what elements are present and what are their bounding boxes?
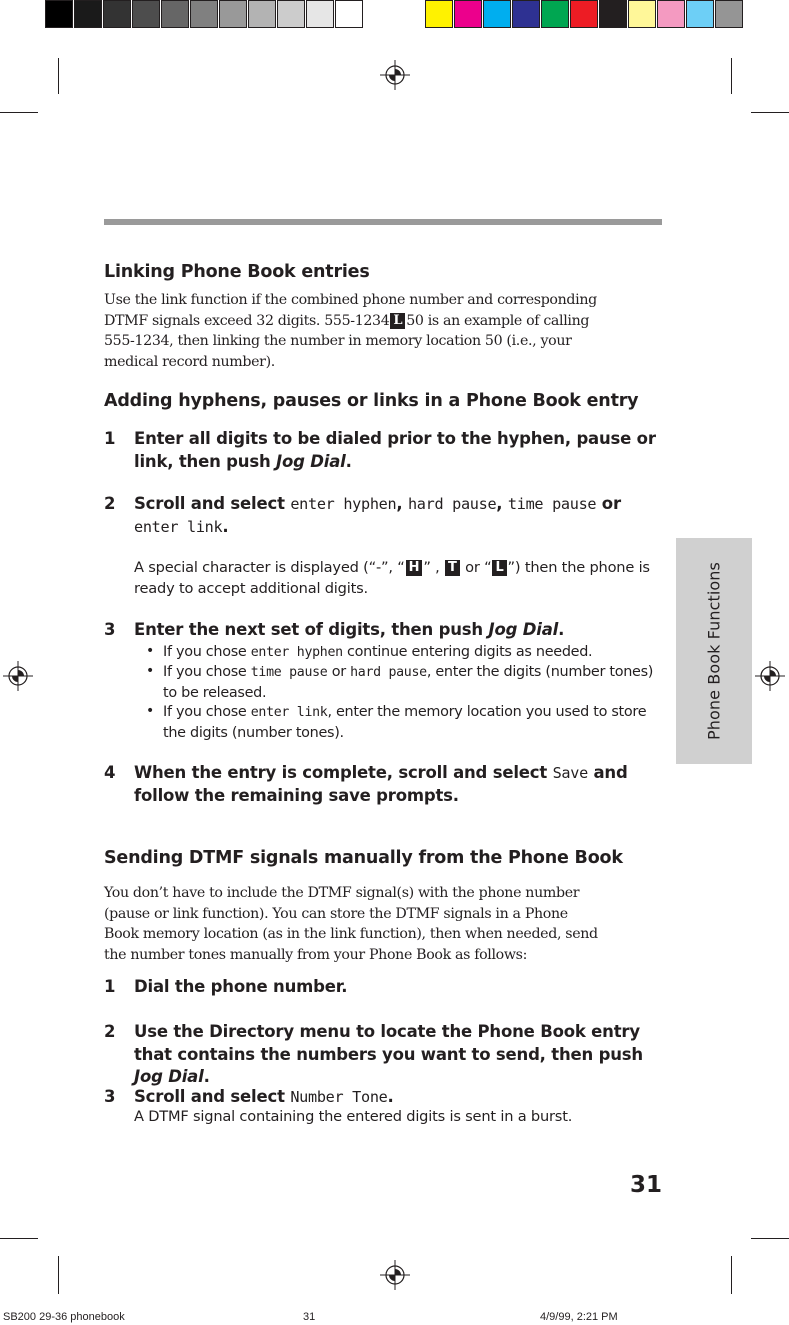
color-swatch — [277, 0, 305, 28]
section-heading-linking: Linking Phone Book entries — [104, 262, 370, 282]
jog-dial-label: Jog Dial — [134, 1067, 204, 1086]
hyphen-key-icon: H — [406, 560, 423, 576]
note-text: A special character is displayed (“-”, “ — [134, 559, 405, 576]
menu-option-label: enter link — [250, 705, 328, 720]
step-note — [134, 558, 664, 599]
registration-mark-icon — [3, 661, 33, 691]
menu-option-label: enter hyphen — [290, 495, 397, 513]
menu-option-label: hard pause — [407, 495, 497, 513]
menu-option-label: enter link — [134, 517, 223, 536]
color-swatch — [541, 0, 569, 28]
crop-mark — [0, 1238, 38, 1239]
menu-option-label: time pause — [250, 665, 328, 680]
registration-mark-icon — [380, 1260, 410, 1290]
paragraph-line: (pause or link function). You can store the DTMF signals in a Phone — [104, 905, 568, 922]
link-key-icon: L — [390, 313, 405, 329]
step-note: A DTMF signal containing the entered digits is sent in a burst. — [134, 1108, 573, 1125]
paragraph-line: Use the link function if the combined phone number and corresponding — [104, 292, 597, 308]
color-swatch — [45, 0, 73, 28]
color-swatch — [483, 0, 511, 28]
crop-mark — [58, 58, 59, 94]
color-swatch — [219, 0, 247, 28]
color-swatch — [306, 0, 334, 28]
paragraph-line: 555-1234, then linking the number in memory location 50 (i.e., your — [104, 333, 572, 350]
bullet-text-part: If you chose — [163, 704, 251, 720]
color-swatch — [628, 0, 656, 28]
paragraph-line: medical record number). — [104, 353, 275, 370]
side-tab-label: Phone Book Functions — [704, 562, 724, 740]
page-number: 31 — [629, 1172, 662, 1198]
color-swatch — [512, 0, 540, 28]
bullet-text-part: continue entering digits as needed. — [342, 644, 593, 660]
step-text — [134, 493, 664, 538]
step-text-part: , — [396, 494, 408, 513]
bullet-text — [163, 702, 663, 743]
step-text — [134, 1021, 664, 1089]
sending-paragraph — [104, 883, 664, 965]
step-text-part: and follow the remaining save prompts. — [134, 763, 628, 805]
step-text-part: . — [222, 516, 229, 536]
color-swatch — [686, 0, 714, 28]
step-text: Dial the phone number. — [134, 977, 348, 996]
color-swatch — [190, 0, 218, 28]
paragraph-text: 50 is an example of calling — [406, 312, 590, 329]
linking-paragraph — [104, 290, 664, 372]
color-swatch — [335, 0, 363, 28]
bullet-text-part: If you chose — [163, 644, 251, 660]
footer-page: 31 — [303, 1311, 316, 1323]
step-text-part: Scroll and select — [134, 494, 291, 513]
step-number: 3 — [104, 620, 116, 639]
bullet: • — [146, 663, 155, 679]
jog-dial-label: Jog Dial — [276, 451, 346, 471]
step-text — [134, 428, 664, 473]
crop-mark — [751, 1238, 789, 1239]
step-text — [134, 619, 664, 642]
bullet-text-part: , enter the memory location you used to store the digits (number tones). — [163, 704, 647, 741]
menu-option-label: Number Tone — [290, 1088, 388, 1106]
bullet-text-part: or — [327, 664, 351, 680]
color-swatch — [248, 0, 276, 28]
step-text-part: . — [203, 1067, 210, 1086]
color-swatch — [74, 0, 102, 28]
paragraph-line: You don’t have to include the DTMF signal(s) with the phone number — [104, 885, 580, 901]
step-text-part: . — [345, 451, 352, 471]
note-text: ” , — [423, 559, 444, 576]
step-text-part: When the entry is complete, scroll and select — [134, 763, 553, 782]
section-heading-sending: Sending DTMF signals manually from the Phone Book — [104, 848, 623, 868]
color-swatch — [425, 0, 453, 28]
menu-option-label: hard pause — [350, 665, 427, 680]
jog-dial-label: Jog Dial — [488, 620, 559, 639]
step-text-part: Enter the next set of digits, then push — [134, 620, 489, 639]
menu-option-label: Save — [552, 764, 588, 782]
step-text-part: . — [387, 1087, 394, 1106]
menu-option-label: enter hyphen — [250, 645, 343, 660]
color-swatch — [715, 0, 743, 28]
color-swatch — [599, 0, 627, 28]
step-number: 2 — [104, 494, 116, 513]
crop-mark — [58, 1256, 59, 1294]
color-swatch — [454, 0, 482, 28]
header-rule — [104, 219, 662, 225]
crop-mark — [731, 1256, 732, 1294]
note-text: ”) then the phone is ready to accept additional digits. — [134, 559, 650, 597]
paragraph-line — [104, 311, 664, 332]
paragraph-line: the number tones manually from your Phone Book as follows: — [104, 946, 528, 963]
bullet-text-part: , enter the digits (number tones) to be released. — [163, 664, 654, 701]
paragraph-text: DTMF signals exceed 32 digits. 555-1234 — [104, 312, 390, 329]
color-swatch — [103, 0, 131, 28]
note-text: or “ — [460, 559, 492, 576]
color-swatch — [570, 0, 598, 28]
step-number: 1 — [104, 429, 116, 448]
step-text-part: Enter all digits to be dialed prior to the hyphen, pause or link, then push — [134, 429, 656, 471]
step-number: 4 — [104, 763, 116, 782]
paragraph-line: Book memory location (as in the link function), then when needed, send — [104, 926, 598, 943]
registration-mark-icon — [755, 661, 785, 691]
step-number: 2 — [104, 1022, 116, 1041]
registration-mark-icon — [380, 60, 410, 90]
step-text — [134, 1086, 664, 1109]
step-number: 3 — [104, 1087, 116, 1106]
menu-option-label: time pause — [507, 495, 597, 513]
time-pause-key-icon: T — [445, 560, 460, 576]
step-text — [134, 762, 664, 807]
crop-mark — [0, 112, 38, 113]
step-text-part: Scroll and select — [134, 1087, 291, 1106]
bullet-text — [163, 662, 663, 703]
footer-date: 4/9/99, 2:21 PM — [540, 1311, 618, 1323]
crop-mark — [751, 112, 789, 113]
link-key-icon: L — [492, 560, 506, 576]
step-text-part: , — [496, 494, 508, 513]
step-text-part: Use the Directory menu to locate the Phone Book entry that contains the numbers you want to send, then push — [134, 1022, 643, 1064]
crop-mark — [731, 58, 732, 94]
color-swatch — [161, 0, 189, 28]
section-heading-adding: Adding hyphens, pauses or links in a Phone Book entry — [104, 391, 639, 411]
step-text-part: or — [596, 494, 621, 513]
footer-filename: SB200 29-36 phonebook — [3, 1311, 125, 1323]
bullet: • — [146, 703, 155, 719]
bullet-text — [163, 642, 663, 663]
step-text-part: . — [558, 620, 565, 639]
color-swatch — [132, 0, 160, 28]
bullet-text-part: If you chose — [163, 664, 251, 680]
bullet: • — [146, 643, 155, 659]
color-swatch — [657, 0, 685, 28]
step-number: 1 — [104, 977, 116, 996]
